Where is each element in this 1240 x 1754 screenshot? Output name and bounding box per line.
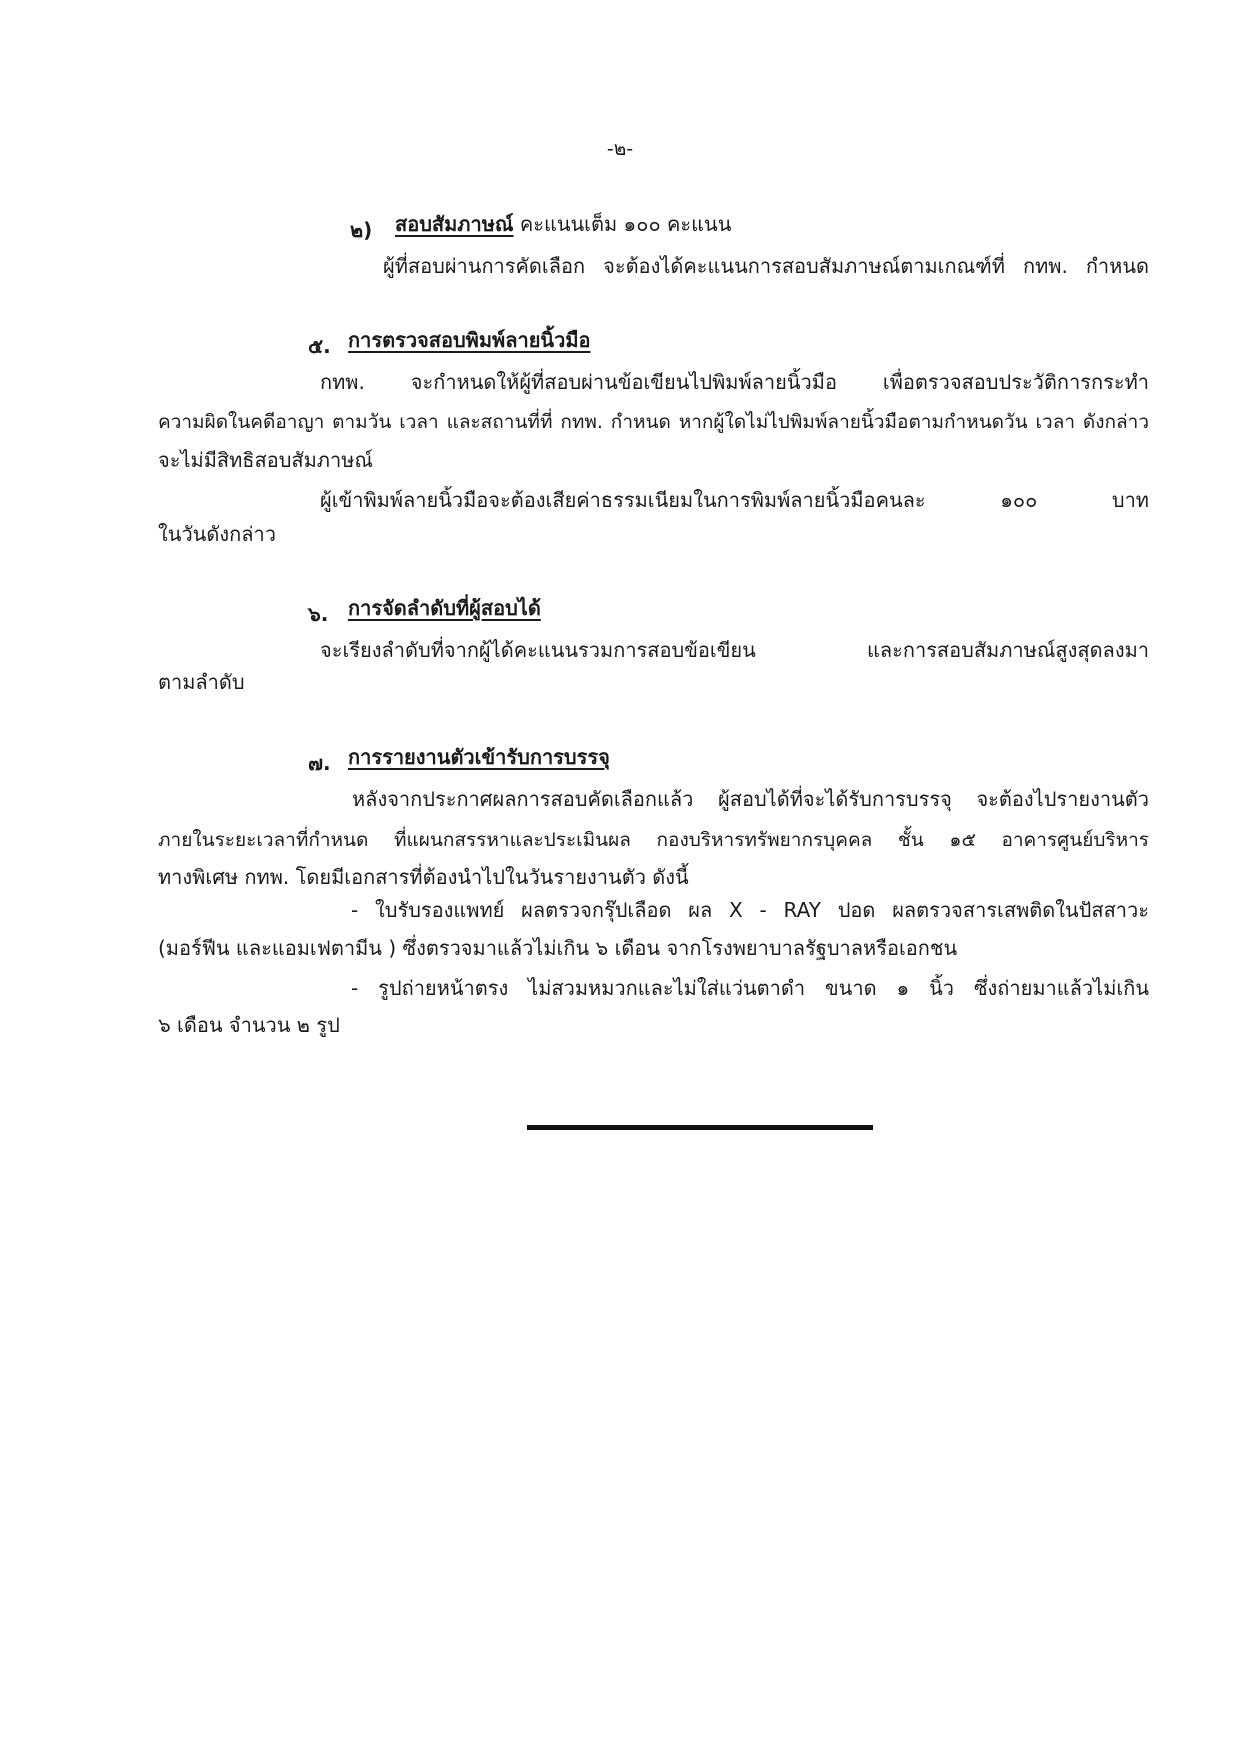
section6-line2: ตามลำดับ: [158, 670, 245, 694]
section7-bullet1-line2: (มอร์ฟีน และแอมเฟตามีน ) ซึ่งตรวจมาแล้วไม่เกิน ๖ เดือน จากโรงพยาบาลรัฐบาลหรือเอกชน: [158, 936, 958, 960]
section5-number: ๕.: [308, 334, 331, 358]
section7-bullet1-line1: - ใบรับรองแพทย์ ผลตรวจกรุ๊ปเลือด ผล X - RAY ปอด ผลตรวจสารเสพติดในปัสสาวะ: [351, 898, 1149, 922]
item2-line1: ผู้ที่สอบผ่านการคัดเลือก จะต้องได้คะแนนการสอบสัมภาษณ์ตามเกณฑ์ที่ กทพ. กำหนด: [383, 254, 1149, 278]
section6-number: ๖.: [308, 602, 329, 626]
section5-p1-line3: จะไม่มีสิทธิสอบสัมภาษณ์: [158, 448, 373, 472]
item2-heading-rest: คะแนนเต็ม ๑๐๐ คะแนน: [513, 212, 732, 236]
section5-p2-line2: ในวันดังกล่าว: [158, 522, 276, 546]
item2-heading: สอบสัมภาษณ์: [395, 212, 514, 236]
section6-line1: จะเรียงลำดับที่จากผู้ได้คะแนนรวมการสอบข้อเขียน และการสอบสัมภาษณ์สูงสุดลงมา: [320, 638, 1149, 662]
section7-number: ๗.: [308, 751, 331, 775]
end-divider: [527, 1125, 873, 1130]
section5-p2-line1: ผู้เข้าพิมพ์ลายนิ้วมือจะต้องเสียค่าธรรมเนียมในการพิมพ์ลายนิ้วมือคนละ ๑๐๐ บาท: [320, 488, 1149, 512]
page-number: -๒-: [606, 138, 634, 160]
section7-bullet2-line1: - รูปถ่ายหน้าตรง ไม่สวมหมวกและไม่ใส่แว่นตาดำ ขนาด ๑ นิ้ว ซึ่งถ่ายมาแล้วไม่เกิน: [351, 976, 1149, 1000]
item2-heading-line: [395, 214, 731, 234]
item2-number: ๒): [350, 218, 373, 242]
section5-p1-line2: ความผิดในคดีอาญา ตามวัน เวลา และสถานที่ที่ กทพ. กำหนด หากผู้ใดไม่ไปพิมพ์ลายนิ้วมือตามกำหนดวัน เวลา ดังกล่าว: [158, 411, 1149, 433]
section5-p1-line1: กทพ. จะกำหนดให้ผู้ที่สอบผ่านข้อเขียนไปพิมพ์ลายนิ้วมือ เพื่อตรวจสอบประวัติการกระทำ: [320, 370, 1149, 394]
section5-heading: การตรวจสอบพิมพ์ลายนิ้วมือ: [348, 328, 591, 352]
section7-p1-line2: ภายในระยะเวลาที่กำหนด ที่แผนกสรรหาและประเมินผล กองบริหารทรัพยากรบุคคล ชั้น ๑๕ อาคารศูนย์บริหาร: [158, 829, 1149, 851]
section7-bullet2-line2: ๖ เดือน จำนวน ๒ รูป: [158, 1013, 340, 1037]
section7-heading: การรายงานตัวเข้ารับการบรรจุ: [348, 745, 610, 769]
section7-p1-line3: ทางพิเศษ กทพ. โดยมีเอกสารที่ต้องนำไปในวันรายงานตัว ดังนี้: [158, 865, 689, 889]
section6-heading: การจัดลำดับที่ผู้สอบได้: [348, 596, 541, 620]
section7-p1-line1: หลังจากประกาศผลการสอบคัดเลือกแล้ว ผู้สอบได้ที่จะได้รับการบรรจุ จะต้องไปรายงานตัว: [352, 787, 1149, 811]
